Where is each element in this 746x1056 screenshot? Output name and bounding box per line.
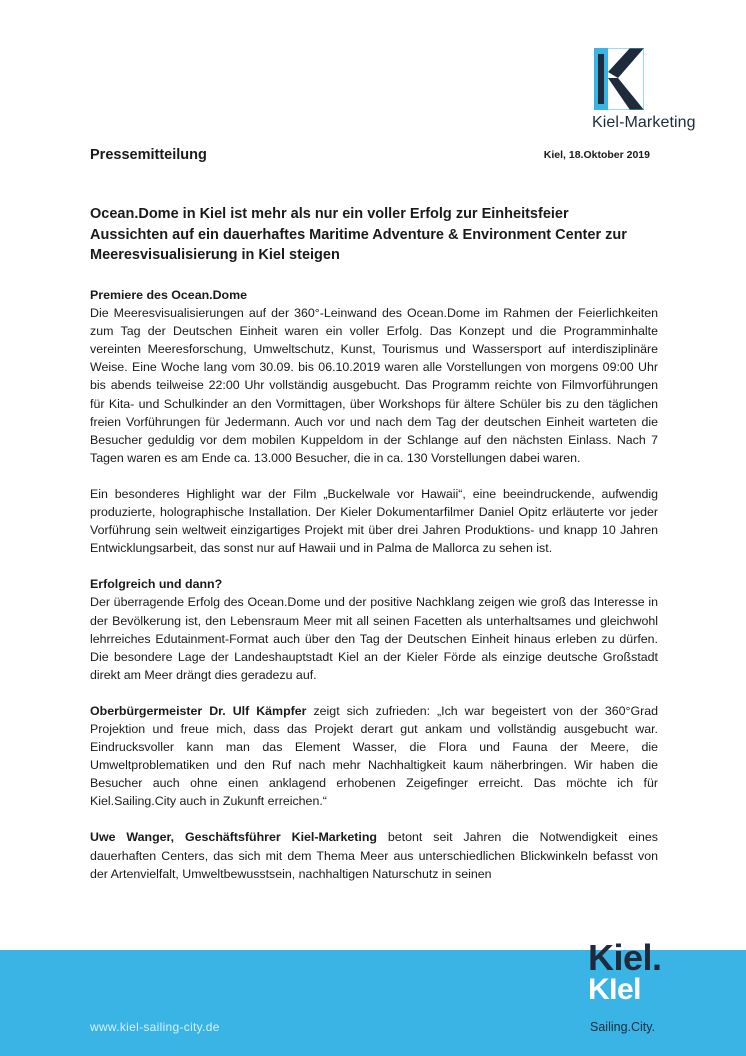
kiel-marketing-logo (588, 48, 708, 134)
paragraph-wanger (90, 828, 658, 882)
headline (90, 204, 660, 266)
wanger-text: betont seit Jahren die Notwendigkeit eines dauerhaften Centers, das sich mit dem Thema Meer aus unterschiedlichen Blickwinkeln befasst von der Artenvielfalt, Umweltbewusstsein, nachhaltigen Naturschutz in seinen (90, 830, 658, 881)
wanger-name: Uwe Wanger, Geschäftsführer Kiel-Marketing (90, 830, 377, 845)
headline-line-2: Aussichten auf ein dauerhaftes Maritime Adventure & Environment Center zur Meeresvisualisierung in Kiel steigen (90, 226, 627, 263)
section-title-premiere: Premiere des Ocean.Dome (90, 288, 248, 302)
kiel-tagline: Sailing.City. (590, 1020, 656, 1034)
paragraph-erfolgreich-1: Der überragende Erfolg des Ocean.Dome und der positive Nachklang zeigen wie groß das Interesse in der Bevölkerung ist, den Lebensraum Meer mit all seinen Facetten als unterhaltsames und gleichwohl lehrreiches Edutainment-Format auch über den Tag der Deutschen Einheit hinaus erleben zu dürfen. Die besondere Lage der Landeshauptstadt Kiel an der Kieler Förde als einzige deutsche Großstadt direkt am Meer drängt dies geradezu auf. (90, 595, 658, 682)
paragraph-premiere-2: Ein besonderes Highlight war der Film „Buckelwale vor Hawaii“, eine beeindruckende, aufwendig produzierte, holographische Installation. Der Kieler Dokumentarfilmer Daniel Opitz erläuterte vor jeder Vorführung sein weltweit einzigartiges Projekt mit über drei Jahren Produktions- und knapp 10 Jahren Entwicklungsarbeit, das sonst nur auf Hawaii und in Palma de Mallorca zu sehen ist. (90, 486, 658, 556)
body-text (90, 286, 658, 883)
paragraph-premiere-1: Die Meeresvisualisierungen auf der 360°-Leinwand des Ocean.Dome im Rahmen der Feierlichkeiten zum Tag der Deutschen Einheit waren ein voller Erfolg. Das Konzept und die Programminhalte vereinten Meeresforschung, Umweltschutz, Kunst, Tourismus und Wassersport auf interdisziplinäre Weise. Eine Woche lang vom 30.09. bis 06.10.2019 waren alle Vorstellungen von morgens 09:00 Uhr bis abends teilweise 22:00 Uhr vollständig ausgebucht. Das Programm reichte von Filmvorführungen für Kita- und Schulkinder an den Vormittagen, über Workshops für ältere Schüler bis zu den täglichen freien Vorführungen für Jedermann. Auch vor und nach dem Tag der deutschen Einheit warteten die Besucher geduldig vor dem mobilen Kuppeldom in der Schlange auf den nächsten Einlass. Nach 7 Tagen waren es am Ende ca. 13.000 Besucher, die in ca. 130 Vorstellungen dabei waren. (90, 306, 658, 465)
brand-name: Kiel-Marketing (592, 114, 696, 131)
mayor-name: Oberbürgermeister Dr. Ulf Kämpfer (90, 703, 307, 718)
kiel-sailing-city-logo (588, 937, 678, 1040)
document-type: Pressemitteilung (90, 147, 207, 163)
mayor-quote-text: zeigt sich zufrieden: „Ich war begeistert von der 360°Grad Projektion und freue mich, dass das Projekt derart gut ankam und vollständig ausgebucht war. Eindrucksvoller kann man das Element Wasser, die Flora und Fauna der Meere, die Umweltproblematiken und den Ruf nach mehr Nachhaltigkeit kaum näherbringen. Wir haben die Besucher auch ohne einen anklagend erhobenen Zeigefinger erreicht. Das möchte ich für Kiel.Sailing.City auch in Zukunft erreichen.“ (90, 703, 658, 809)
k-logo-icon (594, 48, 644, 110)
kiel-word-dot: . (652, 937, 662, 978)
footer-url[interactable]: www.kiel-sailing-city.de (90, 1020, 220, 1034)
kiel-word-text: Kiel (588, 937, 653, 978)
kiel-logo-mirror: KIel (588, 973, 642, 1006)
kiel-logo-word (588, 937, 662, 978)
date-line: Kiel, 18.Oktober 2019 (543, 149, 650, 161)
headline-line-1: Ocean.Dome in Kiel ist mehr als nur ein voller Erfolg zur Einheitsfeier (90, 206, 569, 222)
header-row (90, 147, 650, 169)
section-title-erfolgreich: Erfolgreich und dann? (90, 577, 223, 592)
paragraph-mayor-quote (90, 702, 658, 811)
